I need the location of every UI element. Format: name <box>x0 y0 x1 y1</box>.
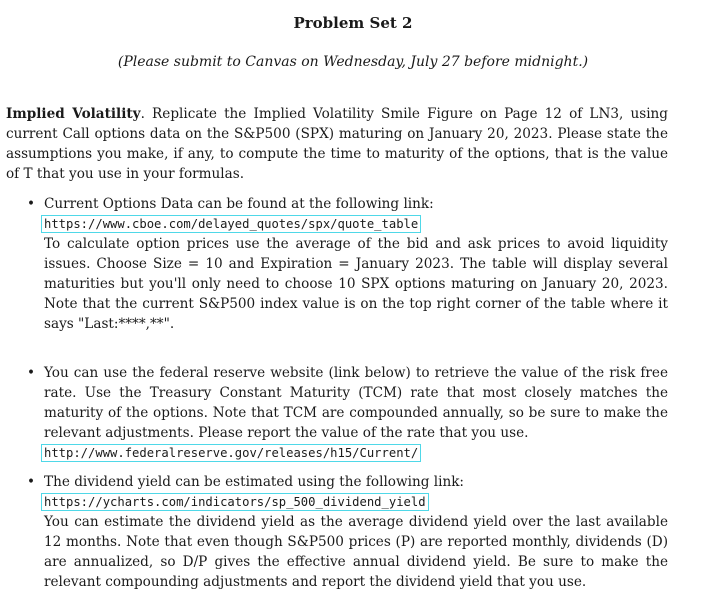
bullet-line: Current Options Data can be found at the following link: <box>44 196 434 212</box>
intro-lead: Implied Volatility <box>6 106 141 122</box>
bullet-icon: • <box>27 474 36 490</box>
bullet-icon: • <box>27 365 36 381</box>
bullet-text: You can estimate the dividend yield as the average dividend yield over the last available 12 months. Note that even though S&P500 prices (P) are reported monthly, dividends (D) are annualized, so D/P gives the effective annual dividend yield. Be sure to make the relevant compounding adjustments and report the dividend yield that you use. <box>44 514 668 590</box>
page-subtitle: (Please submit to Canvas on Wednesday, July 27 before midnight.) <box>117 54 589 70</box>
bullet-text: You can use the federal reserve website (link below) to retrieve the value of the risk free rate. Use the Treasury Constant Maturity (TCM) rate that most closely matches the maturity of the options. Note that TCM are compounded annually, so be sure to make the relevant adjustments. Please report the value of the rate that you use. <box>44 365 668 441</box>
bullet-dividend <box>27 472 668 592</box>
page-title: Problem Set 2 <box>293 14 413 32</box>
bullet-options-data <box>27 194 668 334</box>
federal-reserve-link[interactable]: http://www.federalreserve.gov/releases/h15/Current/ <box>41 444 421 462</box>
bullet-text: To calculate option prices use the average of the bid and ask prices to avoid liquidity issues. Choose Size = 10 and Expiration = January 2023. The table will display several maturities but you'll only need to choose 10 SPX options maturing on January 20, 2023. Note that the current S&P500 index value is on the top right corner of the table where it says "Last:****,**". <box>44 236 668 332</box>
cboe-link[interactable]: https://www.cboe.com/delayed_quotes/spx/quote_table <box>41 215 421 233</box>
bullet-line: The dividend yield can be estimated using the following link: <box>44 474 465 490</box>
ycharts-link[interactable]: https://ycharts.com/indicators/sp_500_dividend_yield <box>41 493 429 511</box>
intro-paragraph <box>6 104 668 184</box>
bullet-icon: • <box>27 196 36 212</box>
bullet-risk-free <box>27 363 668 463</box>
intro-text: . Replicate the Implied Volatility Smile Figure on Page 12 of LN3, using current Call options data on the S&P500 (SPX) maturing on January 20, 2023. Please state the assumptions you make, if any, to compute the time to maturity of the options, that is the value of T that you use in your formulas. <box>6 106 668 182</box>
